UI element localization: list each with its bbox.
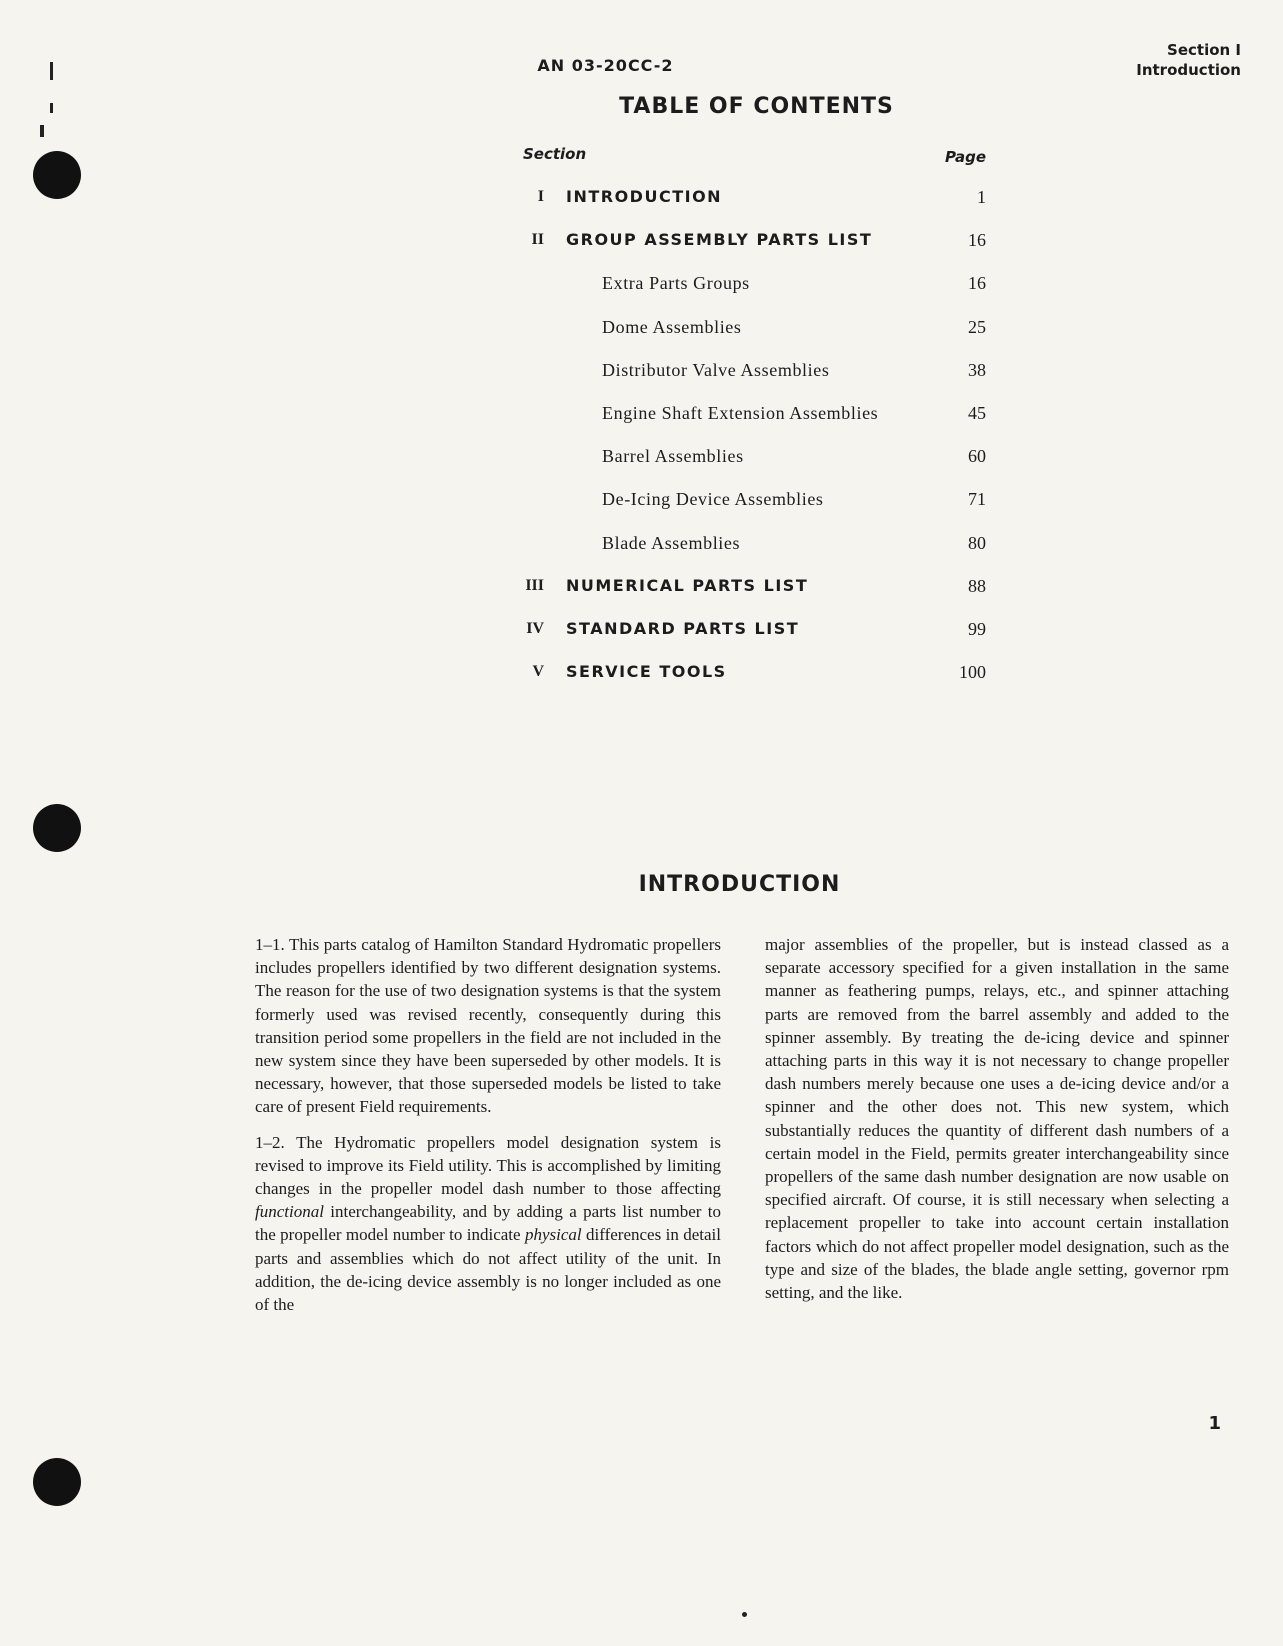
toc-entry-title: SERVICE TOOLS	[566, 662, 727, 682]
toc-entry-page: 45	[968, 403, 986, 423]
toc-entry-title: Dome Assemblies	[602, 316, 742, 337]
document-number: AN 03-20CC-2	[537, 56, 674, 75]
toc-entry-page: 80	[968, 532, 986, 553]
page-number: 1	[1208, 1413, 1221, 1434]
toc-entry	[500, 360, 986, 384]
paragraph-1-2: 1–2. The Hydromatic propellers model designation system is revised to improve its Field utility. This is accomplished by limiting changes in the propeller model dash number to those affecting functional interchangeability, and by adding a parts list number to the propeller model number to indicate physical differences in detail parts and assemblies which do not affect utility of the unit. In addition, the de-icing device assembly is no longer included as one of the	[255, 1132, 721, 1315]
binder-hole-top	[33, 151, 81, 199]
toc-entry-title: NUMERICAL PARTS LIST	[566, 575, 809, 595]
introduction-title: INTRODUCTION	[638, 872, 841, 897]
section-name: Introduction	[1136, 61, 1241, 79]
section-heading	[1136, 40, 1241, 80]
toc-page-header: Page	[945, 148, 987, 166]
margin-mark	[40, 125, 44, 137]
toc-entry-page: 88	[968, 575, 986, 596]
toc-entry-title: Engine Shaft Extension Assemblies	[602, 403, 879, 423]
toc-entry	[500, 446, 986, 470]
binder-hole-middle	[33, 804, 81, 852]
toc-entry	[500, 576, 986, 600]
toc-entry	[500, 619, 986, 643]
paragraph-1-2-continued: major assemblies of the propeller, but is instead classed as a separate accessory specified for a given installation in the same manner as feathering pumps, relays, etc., and spinner attaching parts are removed from the barrel assembly and added to the spinner assembly. By treating the de-icing device and spinner attaching parts in this way it is not necessary to change propeller dash numbers merely because one uses a de-icing device and/or a spinner and the other does not. This new system, which substantially reduces the quantity of different dash numbers of a certain model in the Field, permits greater interchangeability since propellers of the same dash number designation are now usable on specified aircraft. Of course, it is still necessary when selecting a replacement propeller to take into account certain installation factors which do not affect propeller model designation, such as the type and size of the blades, the blade angle setting, governor rpm setting, and the like.	[765, 935, 1229, 1303]
toc-entry	[500, 230, 986, 254]
toc-entry-page: 1	[977, 187, 986, 207]
paragraph-1-1: 1–1. This parts catalog of Hamilton Standard Hydromatic propellers includes propellers identified by two different designation systems. The reason for the use of two designation systems is that the system formerly used was revised recently, consequently during this transition period some propellers in the field are not included in the new system since they have been superseded by other models. It is necessary, however, that those superseded models be listed to take care of present Field requirements.	[255, 935, 721, 1117]
toc-entry-title: De-Icing Device Assemblies	[602, 489, 824, 510]
toc-entry-title: Distributor Valve Assemblies	[602, 359, 830, 380]
toc-entry-title: Barrel Assemblies	[602, 446, 744, 467]
toc-entry-page: 100	[959, 662, 986, 683]
toc-entry-title: GROUP ASSEMBLY PARTS LIST	[566, 230, 873, 250]
toc-entry-number: V	[532, 663, 544, 681]
toc-entry-page: 99	[968, 619, 986, 639]
toc-entry	[500, 273, 986, 297]
section-label: Section I	[1167, 41, 1241, 59]
toc-entry-page: 71	[968, 489, 986, 510]
toc-entry-number: IV	[526, 620, 544, 637]
toc-entry	[500, 187, 986, 211]
toc-entry-page: 38	[968, 359, 986, 380]
toc-entry	[500, 533, 986, 557]
toc-entry-title: Extra Parts Groups	[602, 273, 750, 294]
toc-section-header: Section	[523, 145, 587, 163]
toc-entry-title: Blade Assemblies	[602, 532, 741, 553]
toc-title: TABLE OF CONTENTS	[619, 94, 894, 119]
toc-entry	[500, 489, 986, 513]
text-column-left	[255, 933, 721, 1328]
toc-entry-number: III	[525, 576, 544, 594]
toc-entry-title: STANDARD PARTS LIST	[566, 619, 800, 638]
binder-hole-bottom	[33, 1458, 81, 1506]
toc-entry	[500, 317, 986, 341]
toc-entry-page: 16	[968, 230, 986, 251]
toc-entry	[500, 662, 986, 686]
toc-entry-page: 25	[968, 316, 986, 337]
toc-entry-title: INTRODUCTION	[566, 187, 723, 206]
toc-entry-page: 60	[968, 446, 986, 467]
toc-entry-number: I	[537, 188, 544, 205]
toc-entry-page: 16	[968, 273, 986, 294]
text-column-right	[765, 933, 1229, 1316]
print-speck	[742, 1612, 747, 1617]
toc-entry-number: II	[531, 231, 544, 249]
toc-entry	[500, 403, 986, 427]
